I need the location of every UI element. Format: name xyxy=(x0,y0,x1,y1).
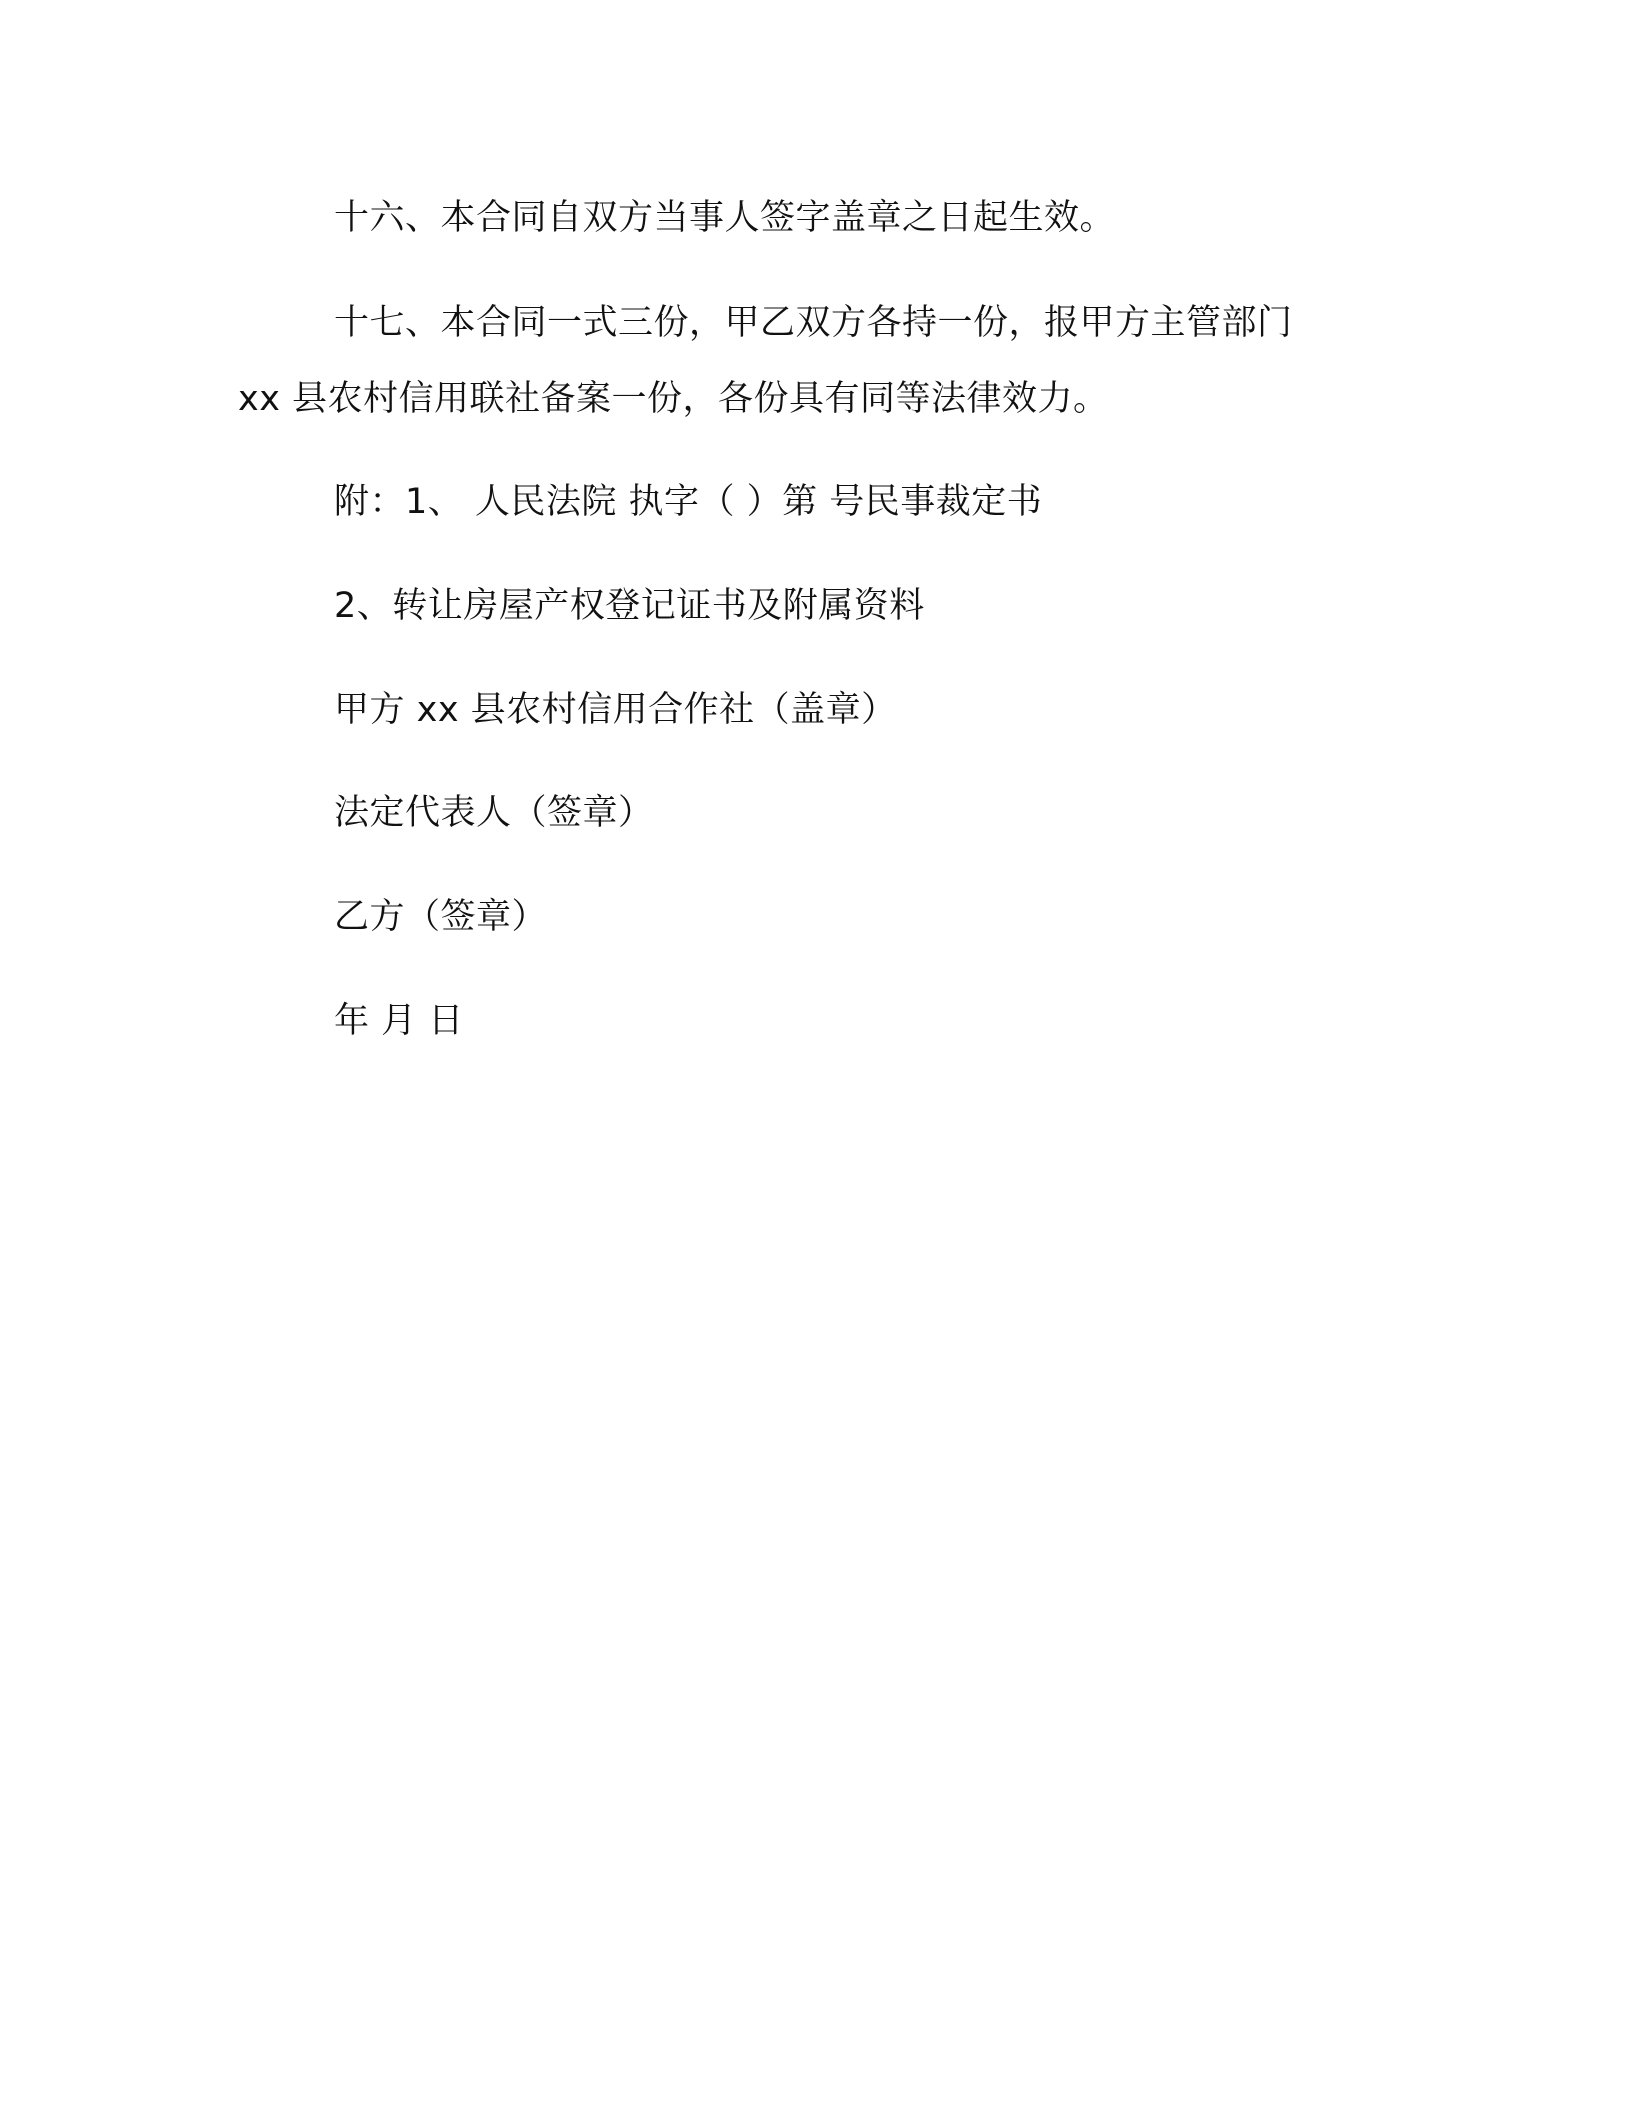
legal-representative-signature-line: 法定代表人（签章） xyxy=(334,793,654,833)
clause-17-line-1: 十七、本合同一式三份，甲乙双方各持一份，报甲方主管部门 xyxy=(334,303,1293,343)
attachment-1: 附：1、 人民法院 执字（ ）第 号民事裁定书 xyxy=(334,482,1043,522)
clause-17-line-2: xx 县农村信用联社备案一份，各份具有同等法律效力。 xyxy=(238,379,1109,419)
attachment-2: 2、转让房屋产权登记证书及附属资料 xyxy=(334,586,925,626)
party-a-signature-line: 甲方 xx 县农村信用合作社（盖章） xyxy=(334,690,897,730)
date-line: 年 月 日 xyxy=(334,1001,464,1041)
party-b-signature-line: 乙方（签章） xyxy=(334,897,548,937)
clause-16: 十六、本合同自双方当事人签字盖章之日起生效。 xyxy=(334,198,1116,238)
